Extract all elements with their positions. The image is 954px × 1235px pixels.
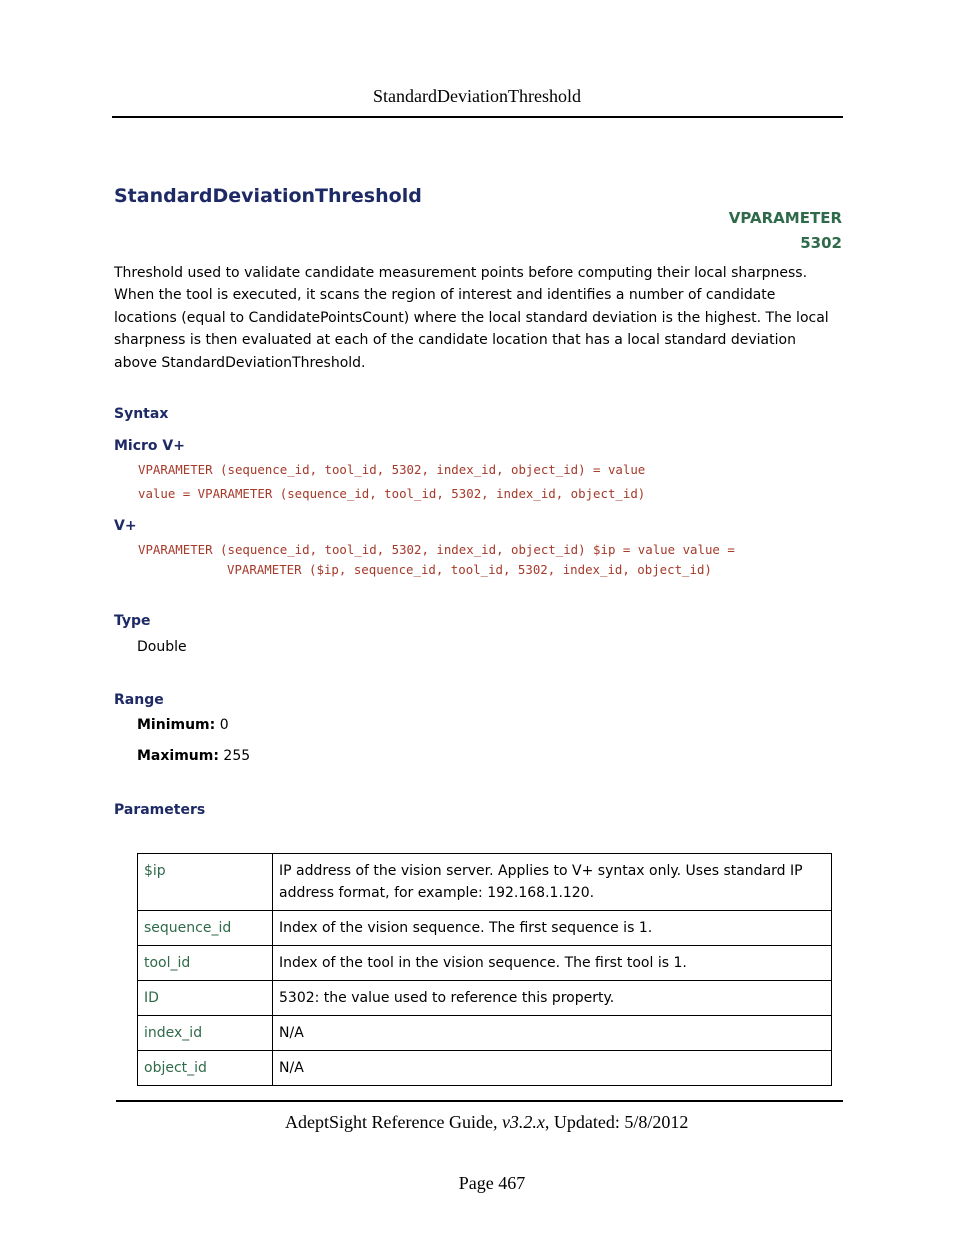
range-maximum	[137, 748, 250, 764]
param-name: $ip	[138, 854, 273, 911]
param-name: ID	[138, 981, 273, 1016]
micro-syntax-line-2: value = VPARAMETER (sequence_id, tool_id, 5302, index_id, object_id)	[138, 486, 646, 501]
parameters-table	[137, 853, 832, 1086]
running-header: StandardDeviationThreshold	[373, 86, 581, 106]
header-rule	[112, 116, 843, 118]
table-row	[138, 981, 832, 1016]
parameters-heading: Parameters	[114, 802, 206, 818]
micro-syntax-line-1: VPARAMETER (sequence_id, tool_id, 5302, index_id, object_id) = value	[138, 462, 646, 477]
param-name: index_id	[138, 1016, 273, 1051]
table-row	[138, 854, 832, 911]
keyword-id: 5302	[800, 234, 842, 252]
micro-vplus-heading: Micro V+	[114, 438, 185, 454]
param-description: Index of the tool in the vision sequence. The first tool is 1.	[273, 946, 832, 981]
param-name: object_id	[138, 1051, 273, 1086]
minimum-value: 0	[219, 717, 229, 733]
table-row	[138, 946, 832, 981]
topic-title: StandardDeviationThreshold	[114, 185, 422, 207]
table-row	[138, 911, 832, 946]
maximum-value: 255	[223, 748, 251, 764]
param-description: IP address of the vision server. Applies to V+ syntax only. Uses standard IP address format, for example: 192.168.1.120.	[273, 854, 832, 911]
footer-rule	[116, 1100, 843, 1102]
minimum-label: Minimum:	[137, 717, 216, 733]
vplus-heading: V+	[114, 518, 137, 534]
keyword-label: VPARAMETER	[728, 209, 842, 227]
footer-version: , v3.2.x	[492, 1112, 545, 1132]
footer-guide: AdeptSight Reference Guide	[285, 1112, 493, 1132]
param-description: N/A	[273, 1051, 832, 1086]
range-minimum	[137, 717, 229, 733]
maximum-label: Maximum:	[137, 748, 219, 764]
param-name: sequence_id	[138, 911, 273, 946]
vplus-syntax-line-2: VPARAMETER ($ip, sequence_id, tool_id, 5302, index_id, object_id)	[227, 562, 712, 577]
param-description: Index of the vision sequence. The first sequence is 1.	[273, 911, 832, 946]
param-description: 5302: the value used to reference this property.	[273, 981, 832, 1016]
type-value: Double	[137, 639, 187, 655]
type-heading: Type	[114, 613, 151, 629]
table-row	[138, 1016, 832, 1051]
footer-text	[285, 1112, 688, 1133]
footer-updated: , Updated: 5/8/2012	[544, 1112, 689, 1132]
page-number: Page 467	[458, 1173, 526, 1193]
table-row	[138, 1051, 832, 1086]
syntax-heading: Syntax	[114, 406, 169, 422]
topic-description: Threshold used to validate candidate measurement points before computing their local sharpness. When the tool is executed, it scans the region of interest and identifies a number of candidate locations (equal to CandidatePointsCount) where the local standard deviation is the highest. The local sharpness is then evaluated at each of the candidate location that has a local standard deviation above StandardDeviationThreshold.	[114, 265, 829, 371]
range-heading: Range	[114, 692, 164, 708]
param-description: N/A	[273, 1016, 832, 1051]
vplus-syntax-line-1: VPARAMETER (sequence_id, tool_id, 5302, index_id, object_id) $ip = value value =	[138, 542, 735, 557]
param-name: tool_id	[138, 946, 273, 981]
